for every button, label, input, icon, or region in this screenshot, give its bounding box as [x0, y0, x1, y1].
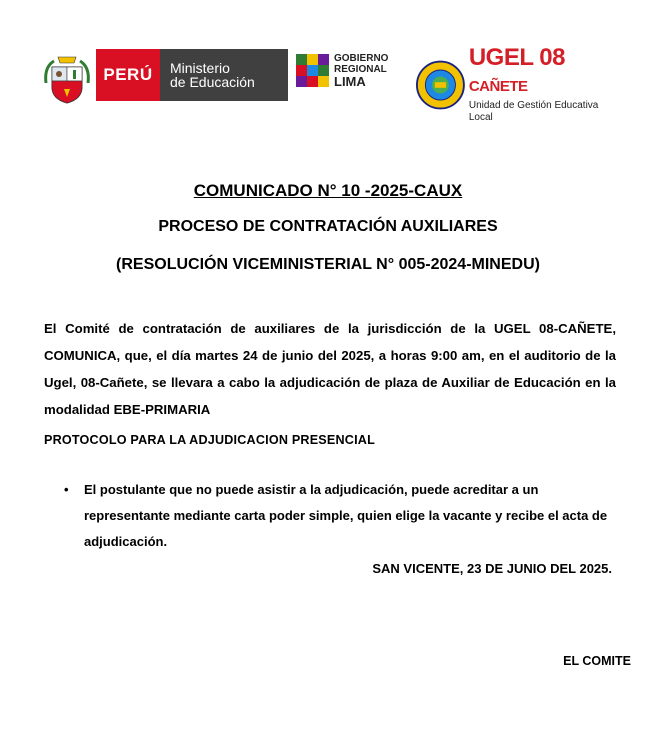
gore-line1: GOBIERNO	[334, 53, 389, 64]
ugel-title-main: UGEL 08	[468, 44, 565, 71]
protocol-bullet-text: El postulante que no puede asistir a la adjudicación, puede acreditar a un representante mediante carta poder simple, quien elige la vacante y recibe el acta de adjudicación.	[84, 482, 608, 549]
header-logos	[40, 44, 620, 123]
peru-label: PERÚ	[96, 49, 160, 101]
minedu-line1: Ministerio	[170, 60, 230, 76]
gobierno-regional-lima-logo	[296, 53, 388, 88]
ugel-text	[469, 45, 620, 124]
gore-line3: LIMA	[334, 74, 366, 89]
ugel-seal-icon	[416, 59, 465, 111]
resolution-reference: (RESOLUCIÓN VICEMINISTERIAL N° 005-2024-MINEDU)	[116, 256, 540, 273]
ugel-subtitle: Unidad de Gestión Educativa Local	[468, 100, 599, 123]
bullet-dot-icon: •	[64, 482, 69, 497]
date-line: SAN VICENTE, 23 DE JUNIO DEL 2025.	[372, 561, 612, 576]
minedu-label	[160, 49, 288, 101]
peru-coat-of-arms-icon	[44, 53, 90, 105]
ugel-place: CAÑETE	[468, 78, 528, 95]
signature: EL COMITE	[563, 654, 631, 668]
ugel-logo	[416, 45, 620, 124]
gore-line2: REGIONAL	[334, 64, 387, 75]
gore-lima-mark-icon	[296, 54, 330, 88]
minedu-line2: de Educación	[170, 74, 255, 90]
gore-text	[334, 53, 388, 88]
protocol-heading: PROTOCOLO PARA LA ADJUDICACION PRESENCIAL	[44, 433, 375, 447]
document-title: COMUNICADO N° 10 -2025-CAUX	[193, 181, 463, 200]
ugel-title	[469, 45, 620, 100]
document-subtitle: PROCESO DE CONTRATACIÓN AUXILIARES	[158, 218, 498, 235]
minedu-logo	[96, 49, 288, 101]
announcement-paragraph: El Comité de contratación de auxiliares de la jurisdicción de la UGEL 08-CAÑETE, COMUNICA, que, el día martes 24 de junio del 2025, a horas 9:00 am, en el auditorio de la Ugel, 08-Cañete, se llevara a cabo la adjudicación de plaza de Auxiliar de Educación en la modalidad EBE-PRIMARIA	[44, 321, 616, 417]
protocol-bullet-item	[64, 477, 612, 555]
